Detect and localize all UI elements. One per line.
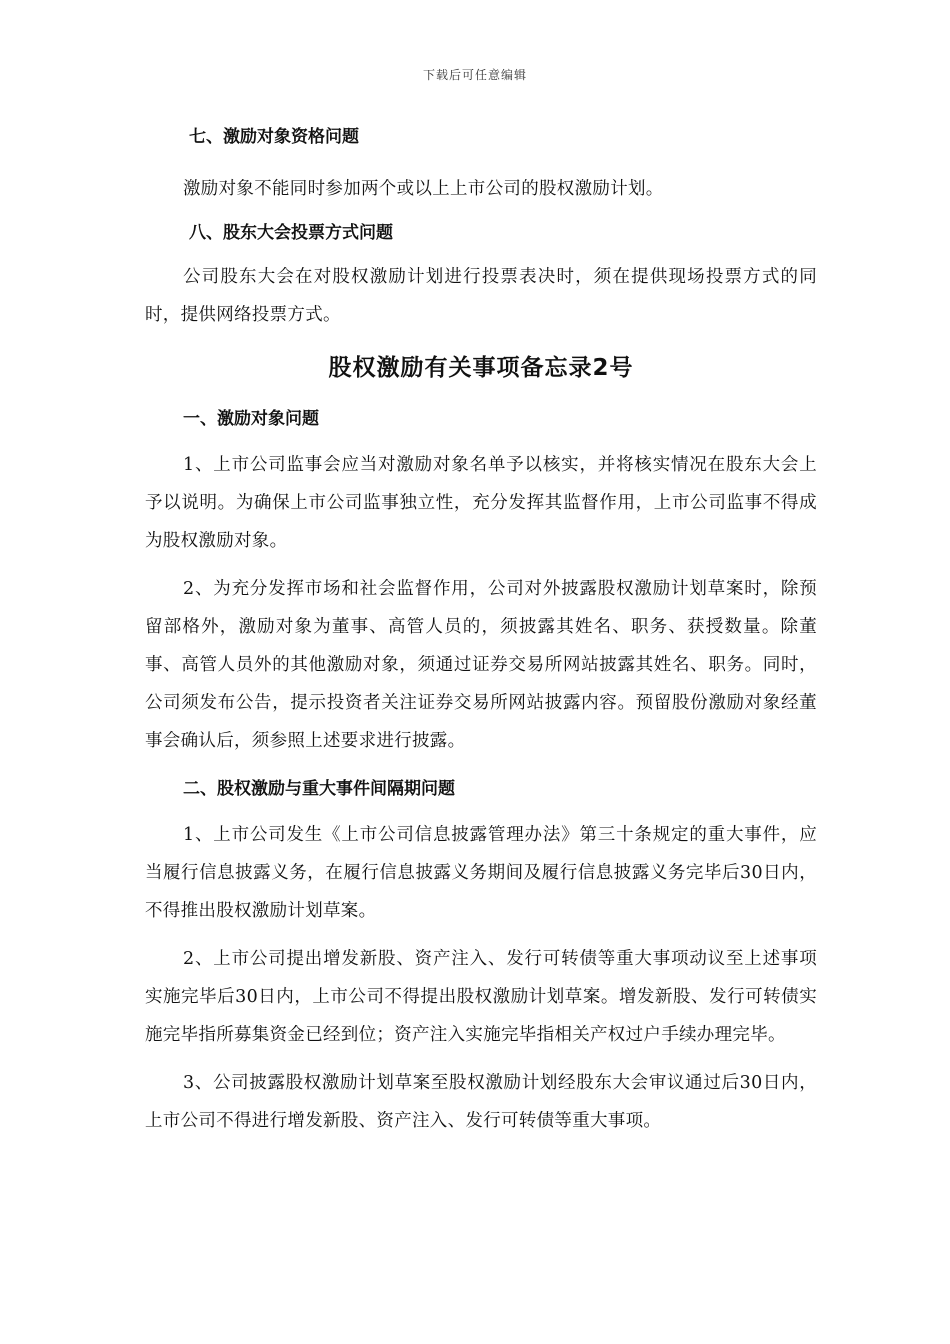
section-heading-7: 七、激励对象资格问题 bbox=[189, 127, 359, 147]
memo-title: 股权激励有关事项备忘录2号 bbox=[328, 355, 634, 381]
section-paragraph-7: 激励对象不能同时参加两个或以上上市公司的股权激励计划。 bbox=[183, 179, 664, 199]
memo-section-2-paragraph-1: 1、上市公司发生《上市公司信息披露管理办法》第三十条规定的重大事件，应当履行信息披露义务，在履行信息披露义务期间及履行信息披露义务完毕后30日内，不得推出股权激励计划草案。 bbox=[145, 825, 817, 921]
memo-section-1-paragraph-2: 2、为充分发挥市场和社会监督作用，公司对外披露股权激励计划草案时，除预留部格外，激励对象为董事、高管人员的，须披露其姓名、职务、获授数量。除董事、高管人员外的其他激励对象，须通过证券交易所网站披露其姓名、职务。同时，公司须发布公告，提示投资者关注证券交易所网站披露内容。预留股份激励对象经董事会确认后，须参照上述要求进行披露。 bbox=[145, 579, 817, 751]
memo-section-2-paragraph-2: 2、上市公司提出增发新股、资产注入、发行可转债等重大事项动议至上述事项实施完毕后30日内，上市公司不得提出股权激励计划草案。增发新股、发行可转债实施完毕指所募集资金已经到位；资产注入实施完毕指相关产权过户手续办理完毕。 bbox=[145, 949, 817, 1045]
memo-section-heading-1: 一、激励对象问题 bbox=[183, 409, 319, 429]
section-paragraph-8: 公司股东大会在对股权激励计划进行投票表决时，须在提供现场投票方式的同时，提供网络投票方式。 bbox=[145, 267, 817, 325]
memo-section-2-paragraph-3: 3、公司披露股权激励计划草案至股权激励计划经股东大会审议通过后30日内，上市公司不得进行增发新股、资产注入、发行可转债等重大事项。 bbox=[145, 1073, 817, 1131]
memo-section-heading-2: 二、股权激励与重大事件间隔期问题 bbox=[183, 779, 455, 799]
section-heading-8: 八、股东大会投票方式问题 bbox=[189, 223, 393, 243]
document-body bbox=[145, 122, 817, 1140]
header-note: 下载后可任意编辑 bbox=[422, 68, 527, 82]
memo-section-1-paragraph-1: 1、上市公司监事会应当对激励对象名单予以核实，并将核实情况在股东大会上予以说明。为确保上市公司监事独立性，充分发挥其监督作用，上市公司监事不得成为股权激励对象。 bbox=[145, 455, 817, 551]
